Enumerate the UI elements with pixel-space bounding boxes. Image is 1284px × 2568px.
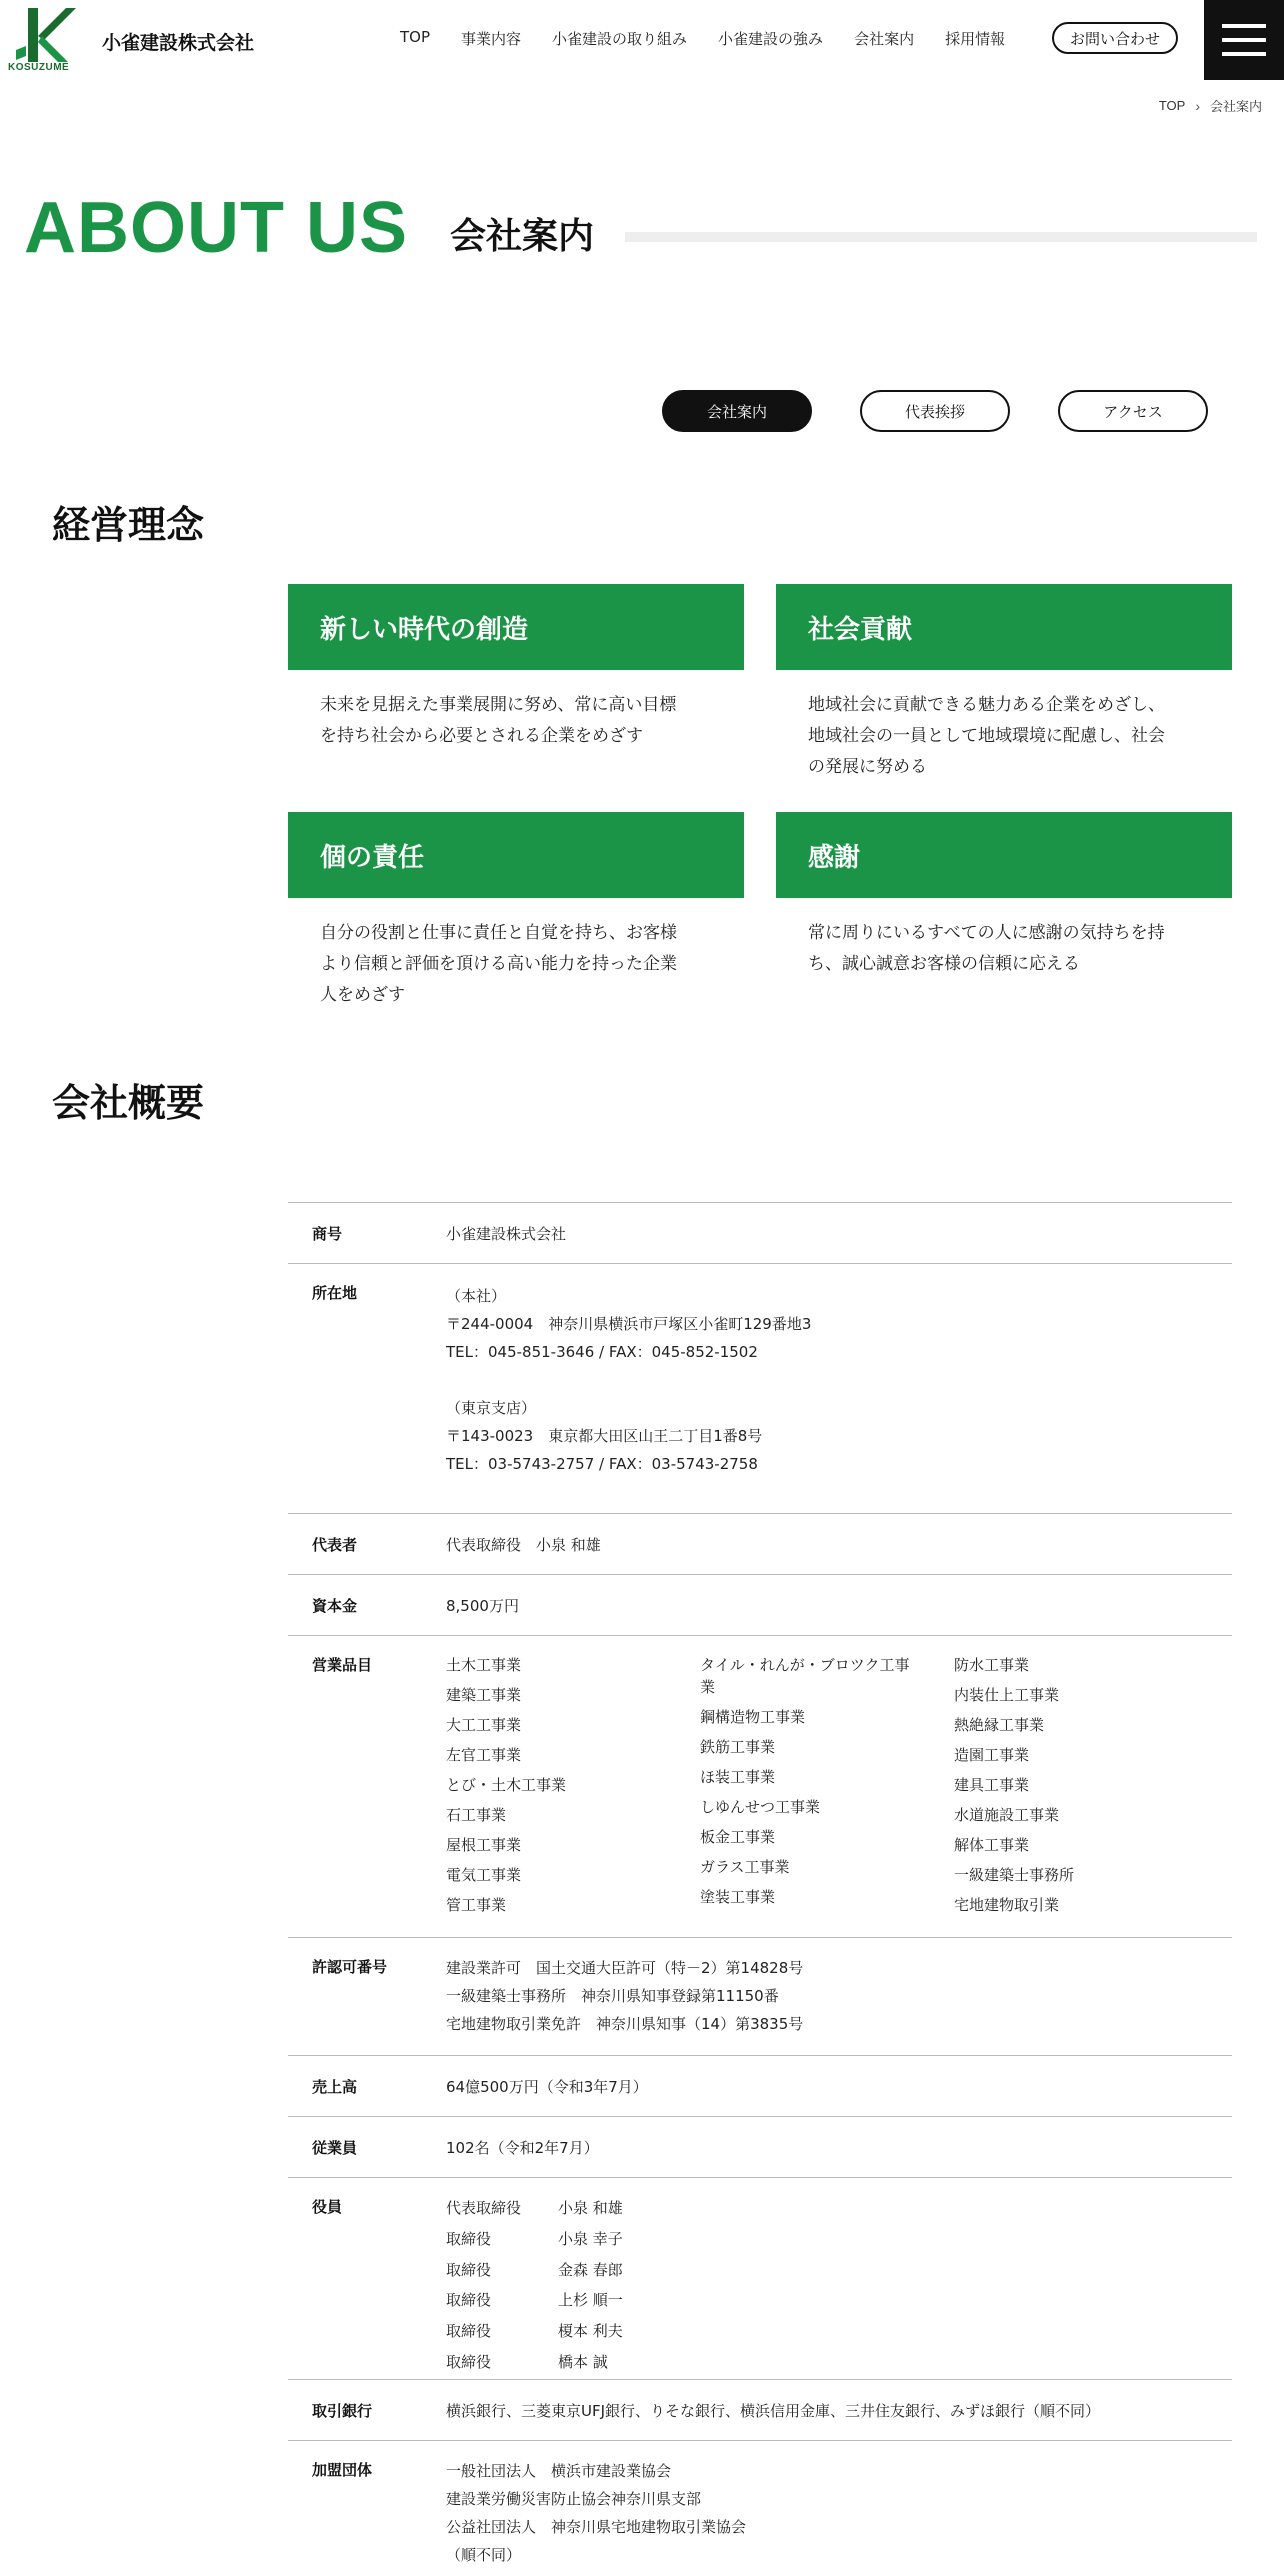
business-item: 塗装工事業 — [700, 1888, 776, 1906]
officer-role: 取締役 — [446, 2322, 492, 2341]
card-line: 常に周りにいるすべての人に感謝の気持ちを持 — [808, 923, 1165, 943]
address-line: （東京支店） — [446, 1399, 537, 1417]
business-item: ガラス工事業 — [700, 1858, 790, 1876]
philosophy-card — [776, 812, 1232, 980]
nav-company[interactable]: 会社案内 — [854, 30, 915, 48]
officer-name: 金森 春郎 — [558, 2260, 623, 2279]
card-text — [288, 898, 744, 1011]
row-value: 横浜銀行、三菱東京UFJ銀行、りそな銀行、横浜信用金庫、三井住友銀行、みずほ銀行（順不同） — [446, 2402, 1101, 2420]
table-row — [288, 2178, 1232, 2380]
row-label: 従業員 — [312, 2139, 358, 2157]
contact-button[interactable]: お問い合わせ — [1052, 22, 1178, 54]
philosophy-card — [776, 584, 1232, 783]
card-text — [776, 670, 1232, 783]
business-item: 土木工事業 — [446, 1656, 522, 1674]
nav-top[interactable]: TOP — [400, 28, 431, 46]
row-value — [446, 1954, 1232, 2055]
table-row — [288, 1938, 1232, 2056]
business-item: 一級建築士事務所 — [954, 1866, 1075, 1884]
business-item: 建具工事業 — [954, 1776, 1030, 1794]
business-item: 屋根工事業 — [446, 1836, 522, 1854]
address-line: 〒244-0004 神奈川県横浜市戸塚区小雀町129番地3 — [446, 1315, 812, 1333]
card-line: 未来を見据えた事業展開に努め、常に高い目標 — [320, 695, 677, 715]
business-item: 解体工事業 — [954, 1836, 1030, 1854]
hamburger-line-icon — [1222, 38, 1266, 42]
table-row — [288, 1636, 1232, 1938]
license-line: 建設業許可 国土交通大臣許可（特－2）第14828号 — [446, 1959, 804, 1977]
title-divider — [625, 232, 1257, 242]
address-line: TEL：045-851-3646 / FAX：045-852-1502 — [446, 1343, 758, 1361]
business-item: 板金工事業 — [700, 1828, 776, 1846]
tab-access[interactable]: アクセス — [1058, 390, 1208, 432]
business-item: 内装仕上工事業 — [954, 1686, 1060, 1704]
row-value — [446, 1282, 1232, 1513]
business-item: 業 — [700, 1678, 716, 1696]
officers-list — [446, 2194, 1232, 2379]
officer-name: 橋本 誠 — [558, 2353, 608, 2372]
business-item: しゆんせつ工事業 — [700, 1798, 821, 1816]
row-value: 8,500万円 — [446, 1597, 519, 1615]
tab-greeting[interactable]: 代表挨拶 — [860, 390, 1010, 432]
row-label: 所在地 — [312, 1284, 358, 1302]
row-value: 64億500万円（令和3年7月） — [446, 2078, 648, 2096]
business-item: 防水工事業 — [954, 1656, 1030, 1674]
business-item: 管工事業 — [446, 1896, 507, 1914]
page-title: ABOUT US — [24, 188, 408, 268]
tab-company[interactable]: 会社案内 — [662, 390, 812, 432]
business-item: 鋼構造物工事業 — [700, 1708, 806, 1726]
business-item: とび・土木工事業 — [446, 1776, 567, 1794]
address-line: TEL：03-5743-2757 / FAX：03-5743-2758 — [446, 1455, 758, 1473]
card-line: を持ち社会から必要とされる企業をめざす — [320, 726, 643, 746]
nav-initiatives[interactable]: 小雀建設の取り組み — [552, 30, 688, 48]
table-row — [288, 1575, 1232, 1636]
company-overview-table — [288, 1202, 1232, 2568]
officer-name: 榎本 利夫 — [558, 2322, 623, 2341]
row-label: 取引銀行 — [312, 2402, 373, 2420]
card-heading: 個の責任 — [288, 812, 744, 898]
nav-recruit[interactable]: 採用情報 — [945, 30, 1006, 48]
license-line: 一級建築士事務所 神奈川県知事登録第11150番 — [446, 1987, 779, 2005]
card-text — [288, 670, 744, 752]
hamburger-line-icon — [1222, 24, 1266, 28]
row-label: 資本金 — [312, 1597, 358, 1615]
hamburger-menu-button[interactable] — [1204, 0, 1284, 80]
officer-role: 取締役 — [446, 2291, 492, 2310]
row-label: 加盟団体 — [312, 2461, 373, 2479]
page-subtitle: 会社案内 — [450, 216, 595, 257]
business-column — [446, 1650, 700, 1937]
business-item: 水道施設工事業 — [954, 1806, 1060, 1824]
row-label: 役員 — [312, 2198, 343, 2216]
association-line: 公益社団法人 神奈川県宅地建物取引業協会 — [446, 2518, 747, 2536]
row-label: 営業品目 — [312, 1656, 373, 1674]
card-line: 人をめざす — [320, 985, 405, 1005]
breadcrumb-current: 会社案内 — [1209, 99, 1262, 114]
card-text — [776, 898, 1232, 980]
officer-role: 代表取締役 — [446, 2199, 522, 2217]
row-value: 小雀建設株式会社 — [446, 1225, 567, 1243]
row-label: 許認可番号 — [312, 1958, 388, 1976]
hamburger-line-icon — [1222, 52, 1266, 56]
breadcrumb-home[interactable]: TOP — [1158, 98, 1186, 113]
table-row — [288, 1203, 1232, 1264]
nav-business[interactable]: 事業内容 — [461, 30, 522, 48]
card-line: 地域社会の一員として地域環境に配慮し、社会 — [808, 726, 1165, 746]
table-row — [288, 2056, 1232, 2117]
business-item: 宅地建物取引業 — [954, 1896, 1060, 1914]
address-line: 〒143-0023 東京都大田区山王二丁目1番8号 — [446, 1427, 763, 1445]
business-item: 電気工事業 — [446, 1866, 522, 1884]
business-column — [954, 1650, 1208, 1937]
row-value: 代表取締役 小泉 和雄 — [446, 1536, 601, 1554]
association-line: 建設業労働災害防止協会神奈川県支部 — [446, 2490, 702, 2508]
business-item: タイル・れんが・ブロツク工事 — [700, 1656, 910, 1674]
business-item: ほ装工事業 — [700, 1768, 776, 1786]
table-row — [288, 1264, 1232, 1514]
card-heading: 新しい時代の創造 — [288, 584, 744, 670]
chevron-right-icon: › — [1195, 97, 1200, 114]
business-item: 鉄筋工事業 — [700, 1738, 776, 1756]
business-items — [446, 1650, 1232, 1937]
company-name[interactable]: 小雀建設株式会社 — [102, 32, 255, 54]
logo-wordmark: KOSUZUME — [8, 62, 70, 73]
row-value — [446, 2457, 1232, 2568]
business-item: 造園工事業 — [954, 1746, 1030, 1764]
philosophy-heading: 経営理念 — [52, 503, 205, 547]
officer-name: 上杉 順一 — [558, 2291, 623, 2310]
nav-strengths[interactable]: 小雀建設の強み — [718, 30, 824, 48]
association-line: 一般社団法人 横浜市建設業協会 — [446, 2462, 672, 2480]
table-row — [288, 2441, 1232, 2568]
table-row — [288, 2117, 1232, 2178]
card-heading: 社会貢献 — [776, 584, 1232, 670]
officer-role: 取締役 — [446, 2229, 492, 2248]
business-column — [700, 1650, 954, 1937]
officer-role: 取締役 — [446, 2260, 492, 2279]
address-line: （本社） — [446, 1287, 507, 1305]
row-label: 商号 — [312, 1225, 343, 1243]
officer-role: 取締役 — [446, 2353, 492, 2372]
address-spacer — [446, 1366, 1232, 1394]
card-line: 自分の役割と仕事に責任と自覚を持ち、お客様 — [320, 923, 677, 943]
card-line: より信頼と評価を頂ける高い能力を持った企業 — [320, 954, 677, 974]
business-item: 石工事業 — [446, 1806, 507, 1824]
row-label: 代表者 — [312, 1536, 358, 1554]
business-item: 熱絶縁工事業 — [954, 1716, 1045, 1734]
license-line: 宅地建物取引業免許 神奈川県知事（14）第3835号 — [446, 2015, 804, 2033]
philosophy-card — [288, 812, 744, 1011]
row-label: 売上高 — [312, 2078, 358, 2096]
association-line: （順不同） — [446, 2546, 522, 2564]
business-item: 建築工事業 — [446, 1686, 522, 1704]
main-nav — [400, 28, 1036, 49]
officer-name: 小泉 和雄 — [558, 2199, 623, 2217]
row-value: 102名（令和2年7月） — [446, 2139, 599, 2157]
table-row — [288, 1514, 1232, 1575]
business-item: 左官工事業 — [446, 1746, 522, 1764]
card-line: ち、誠心誠意お客様の信頼に応える — [808, 954, 1080, 974]
officer-name: 小泉 幸子 — [558, 2229, 623, 2248]
table-row — [288, 2380, 1232, 2441]
card-heading: 感謝 — [776, 812, 1232, 898]
philosophy-card — [288, 584, 744, 752]
card-line: 地域社会に貢献できる魅力ある企業をめざし、 — [808, 695, 1165, 715]
site-header — [0, 0, 1284, 80]
card-line: の発展に努める — [808, 757, 927, 777]
overview-heading: 会社概要 — [52, 1081, 205, 1125]
business-item: 大工工事業 — [446, 1716, 522, 1734]
breadcrumb — [1159, 96, 1262, 115]
